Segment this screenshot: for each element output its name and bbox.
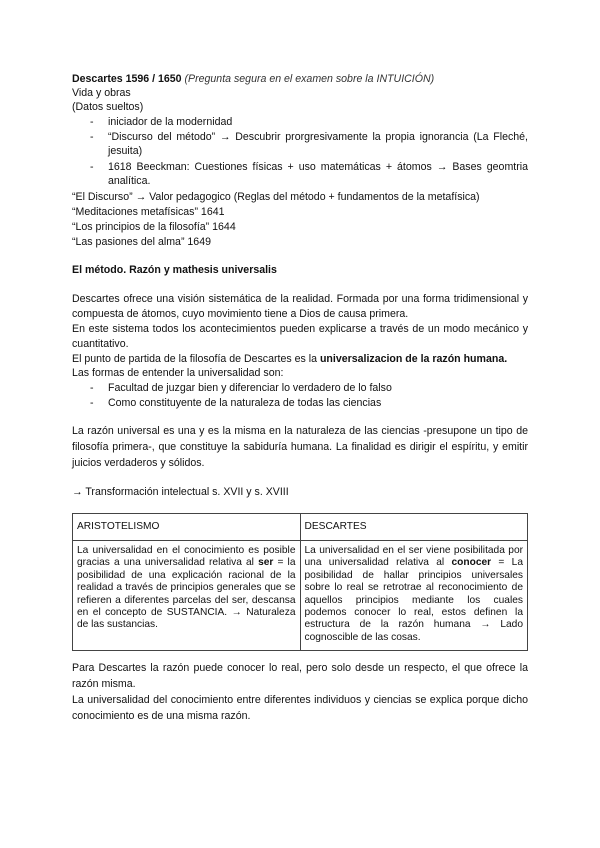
- datos-sueltos: (Datos sueltos): [72, 101, 144, 113]
- cell-text: La universalidad en el conocimiento es posible gracias a una universalidad relativa al: [77, 545, 296, 569]
- intro-bullet: 1618 Beeckman: Cuestiones físicas + uso matemáticas + átomos → Bases geomtria analítica.: [108, 161, 528, 187]
- closing-paragraph: La universalidad del conocimiento entre diferentes individuos y ciencias se explica porque dicho conocimiento es de una misma razón.: [72, 694, 528, 722]
- table-row: [73, 541, 528, 651]
- work-line: “Meditaciones metafísicas” 1641: [72, 206, 225, 218]
- table-header-cell: ARISTOTELISMO: [73, 514, 301, 541]
- closing-paragraph: Para Descartes la razón puede conocer lo real, pero solo desde un respecto, el que ofrece la razón misma.: [72, 662, 528, 690]
- transformation-line: → Transformación intelectual s. XVII y s. XVIII: [72, 486, 289, 498]
- work-line: “Las pasiones del alma” 1649: [72, 236, 211, 248]
- aristotelismo-cell: [73, 541, 301, 651]
- paragraph-text: El punto de partida de la filosofía de Descartes es la: [72, 353, 320, 365]
- paragraph: En este sistema todos los acontecimientos pueden explicarse a través de un modo mecánico y cuantitativo.: [72, 323, 528, 350]
- title-line: [72, 72, 434, 86]
- dash-marker: -: [90, 116, 94, 128]
- table-header-row: [73, 514, 528, 541]
- dash-marker: -: [90, 382, 94, 394]
- cell-text: = La posibilidad de hallar principios universales sobre lo real se retrotrae al reconocimiento de aquellos principios mediante los cuales podemos conocer lo real, estos definen la estructura de la razón humana → Lado cognoscible de las cosas.: [304, 557, 523, 643]
- comparison-table: [72, 513, 528, 651]
- section-heading: El método. Razón y mathesis universalis: [72, 264, 277, 276]
- cell-text: La universalidad en el ser viene posibilitada por una universalidad relativa al: [304, 545, 523, 569]
- form-bullet: Como constituyente de la naturaleza de todas las ciencias: [108, 397, 382, 409]
- dash-marker: -: [90, 161, 94, 173]
- title-bold: Descartes 1596 / 1650: [72, 73, 182, 85]
- cell-text: = la posibilidad de una explicación racional de la realidad a través de principios generales que se refieren a diferentes parcelas del ser, descansa en el concepto de SUSTANCIA. → Naturaleza de las sustancias.: [77, 557, 296, 631]
- bold-phrase: universalizacion de la razón humana.: [319, 353, 508, 365]
- bold-term-conocer: conocer: [451, 557, 492, 569]
- dash-marker: -: [90, 397, 94, 409]
- work-line: “El Discurso” → Valor pedagogico (Reglas del método + fundamentos de la metafísica): [72, 191, 480, 203]
- work-line: “Los principios de la filosofía” 1644: [72, 221, 236, 233]
- title-italic-note: (Pregunta segura en el examen sobre la INTUICIÓN): [184, 73, 435, 85]
- vida-obras: Vida y obras: [72, 87, 131, 99]
- bold-term-ser: ser: [258, 557, 274, 569]
- descartes-cell: [300, 541, 528, 651]
- table-header-cell: DESCARTES: [300, 514, 528, 541]
- paragraph: La razón universal es una y es la misma en la naturaleza de las ciencias -presupone un tipo de filosofía primera-, que constituye la sabiduría humana. La finalidad es dirigir el espíritu, y emitir juicios verdaderos y sólidos.: [72, 425, 528, 469]
- form-bullet: Facultad de juzgar bien y diferenciar lo verdadero de lo falso: [108, 382, 392, 394]
- paragraph: Descartes ofrece una visión sistemática de la realidad. Formada por una forma tridimensional y compuesta de átomos, cuyo movimiento tiene a Dios de causa primera.: [72, 293, 528, 320]
- intro-bullet: iniciador de la modernidad: [108, 116, 233, 128]
- paragraph-emphasis: [72, 352, 528, 367]
- paragraph: Las formas de entender la universalidad son:: [72, 367, 284, 379]
- dash-marker: -: [90, 131, 94, 143]
- intro-bullet: “Discurso del método” → Descubrir prorgresivamente la propia ignorancia (La Fleché, jesuita): [108, 131, 528, 157]
